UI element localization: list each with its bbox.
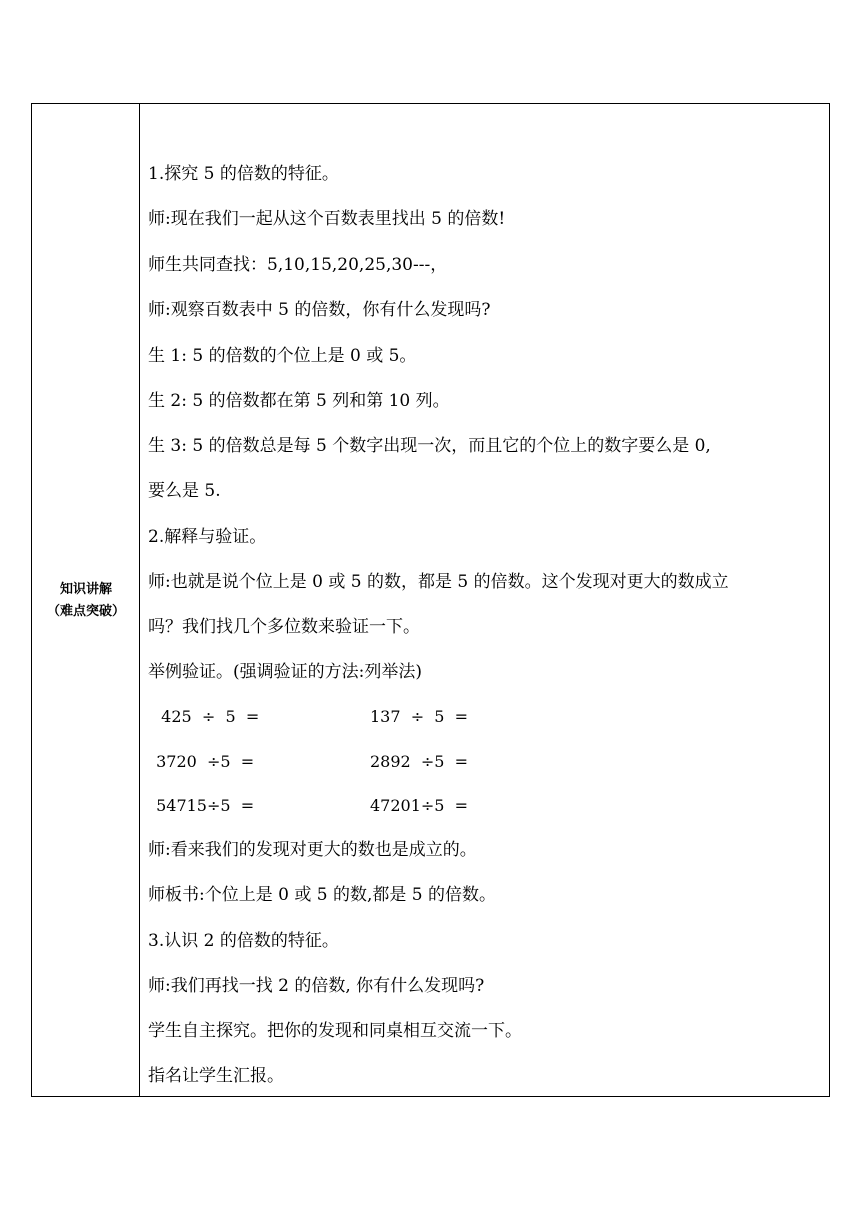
text-line: 师:现在我们一起从这个百数表里找出 5 的倍数! — [148, 209, 506, 229]
text-line: 3.认识 2 的倍数的特征。 — [148, 931, 339, 951]
text-line: 生 2: 5 的倍数都在第 5 列和第 10 列。 — [148, 391, 450, 411]
calc-right: 47201÷5 = — [370, 796, 469, 815]
text-line: 师:也就是说个位上是 0 或 5 的数，都是 5 的倍数。这个发现对更大的数成立 — [148, 572, 729, 592]
text-line: 师生共同查找：5,10,15,20,25,30---， — [148, 255, 448, 275]
calc-left: 54715÷5 = — [151, 796, 255, 815]
text-line: 师:观察百数表中 5 的倍数，你有什么发现吗? — [148, 300, 491, 320]
calc-right: 2892 ÷5 = — [370, 752, 469, 771]
text-line: 师板书:个位上是 0 或 5 的数,都是 5 的倍数。 — [148, 885, 497, 905]
section-label — [32, 579, 140, 623]
text-line: 生 1: 5 的倍数的个位上是 0 或 5。 — [148, 346, 417, 366]
calc-left: 3720 ÷5 = — [151, 752, 255, 771]
section-label-cell — [32, 104, 140, 1096]
text-line: 生 3: 5 的倍数总是每 5 个数字出现一次，而且它的个位上的数字要么是 0, — [148, 436, 711, 456]
text-line: 吗？我们找几个多位数来验证一下。 — [148, 617, 420, 637]
text-line: 师:看来我们的发现对更大的数也是成立的。 — [148, 840, 477, 860]
lesson-table — [31, 103, 830, 1097]
lesson-content — [141, 104, 829, 1096]
text-line: 1.探究 5 的倍数的特征。 — [148, 164, 339, 184]
text-line: 师:我们再找一找 2 的倍数, 你有什么发现吗? — [148, 976, 485, 996]
text-line: 指名让学生汇报。 — [148, 1066, 284, 1086]
calc-right: 137 ÷ 5 = — [370, 707, 469, 726]
section-label-line: 知识讲解 — [59, 582, 112, 597]
text-line: 2.解释与验证。 — [148, 527, 267, 547]
text-line: 举例验证。(强调验证的方法:列举法) — [148, 662, 422, 682]
section-label-line: （难点突破） — [46, 604, 125, 619]
text-line: 学生自主探究。把你的发现和同桌相互交流一下。 — [148, 1021, 522, 1041]
calc-left: 425 ÷ 5 = — [151, 707, 260, 726]
text-line: 要么是 5. — [148, 481, 221, 501]
